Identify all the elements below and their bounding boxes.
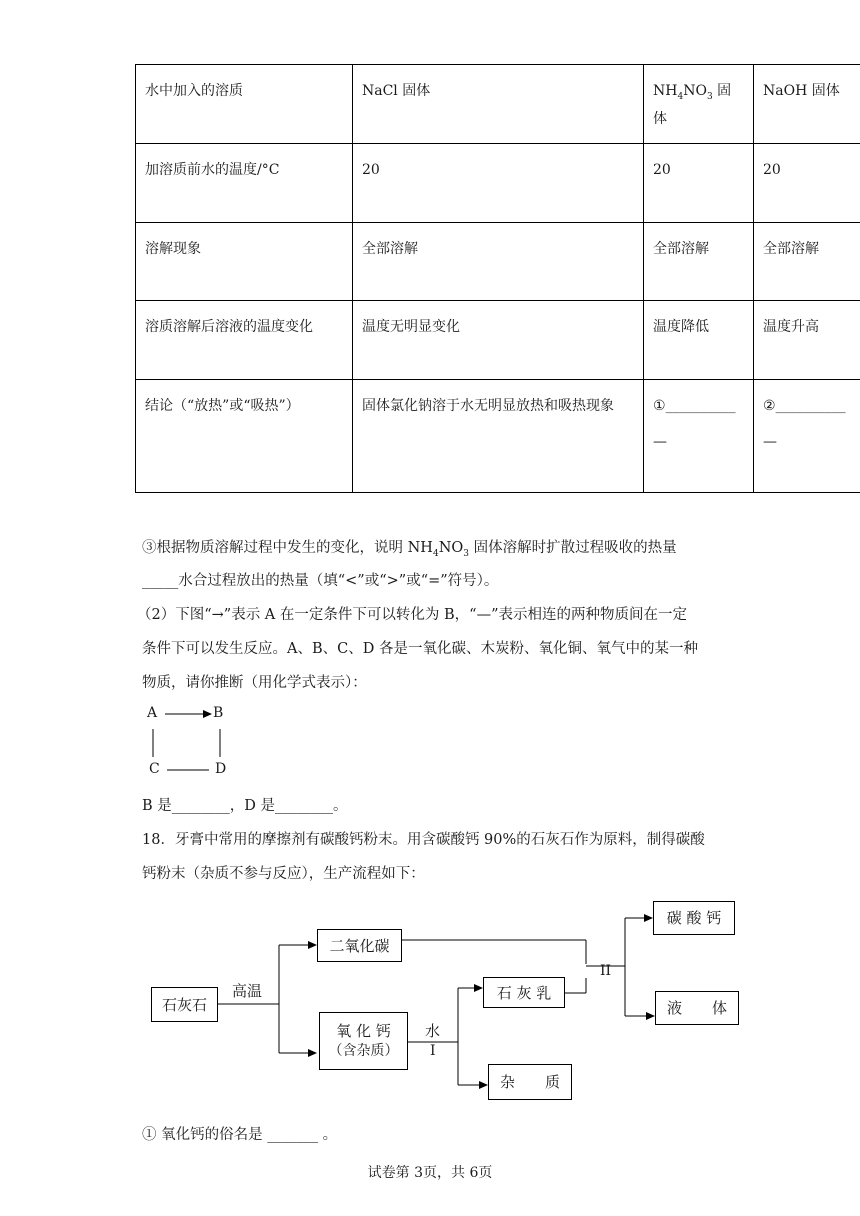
table-cell: 温度降低 <box>644 301 754 380</box>
answer-d-blank[interactable]: ________ <box>275 798 334 814</box>
table-row <box>136 380 860 493</box>
q3-line2: _____水合过程放出的热量（填“<”或“>”或“=”符号）。 <box>142 573 499 589</box>
q2-line3: 物质，请你推断（用化学式表示）： <box>142 675 367 691</box>
table-cell: 20 <box>754 144 860 223</box>
table-cell: NaOH 固体 <box>754 65 860 144</box>
q18-line1: 18．牙膏中常用的摩擦剂有碳酸钙粉末。用含碳酸钙 90%的石灰石作为原料，制得碳酸 <box>142 832 705 848</box>
table-cell: 20 <box>353 144 644 223</box>
table-cell: 温度无明显变化 <box>353 301 644 380</box>
lime-milk-box: 石 灰 乳 <box>483 977 565 1008</box>
label-b: B <box>213 705 224 721</box>
q18-line2: 钙粉末（杂质不参与反应），生产流程如下： <box>142 866 425 882</box>
abcd-diagram <box>143 703 243 781</box>
liquid-box: 液 体 <box>655 991 739 1025</box>
label-c: C <box>149 761 160 777</box>
table-cell: NaCl 固体 <box>353 65 644 144</box>
table-cell: 全部溶解 <box>644 223 754 301</box>
table-cell: 20 <box>644 144 754 223</box>
label-a: A <box>147 705 158 721</box>
answer-b-blank[interactable]: ________ <box>171 798 230 814</box>
q3-line1: ③根据物质溶解过程中发生的变化，说明 $NH_4NO_3$ 固体溶解时扩散过程吸收的热量 <box>142 540 677 559</box>
table-row <box>136 144 860 223</box>
table-cell: $NH_4NO_3$ 固体 <box>644 65 754 144</box>
q2-line2: 条件下可以发生反应。A、B、C、D 各是一氧化碳、木炭粉、氧化铜、氧气中的某一种 <box>142 641 698 657</box>
label-d: D <box>215 761 227 777</box>
experiment-table-container <box>135 64 860 494</box>
table-cell: 水中加入的溶质 <box>136 65 353 144</box>
answer-cell-1[interactable]: ①__________ — <box>644 380 754 493</box>
q3-answer-blank[interactable]: _____ <box>142 573 179 589</box>
abcd-lines <box>143 703 243 781</box>
table-cell: 溶解现象 <box>136 223 353 301</box>
cao-box: 氧 化 钙 （含杂质） <box>319 1012 408 1070</box>
table-cell: 溶质溶解后溶液的温度变化 <box>136 301 353 380</box>
answer-cell-2[interactable]: ②__________ — <box>754 380 860 493</box>
q2-answer-line: B 是________，D 是________。 <box>142 798 348 814</box>
table-cell: 结论（“放热”或“吸热”） <box>136 380 353 493</box>
table-cell: 加溶质前水的温度/°C <box>136 144 353 223</box>
table-cell: 固体氯化钠溶于水无明显放热和吸热现象 <box>353 380 644 493</box>
experiment-table <box>135 64 860 493</box>
high-temp-label: 高温 <box>232 982 263 1000</box>
table-row <box>136 223 860 301</box>
q18-1-line: ① 氧化钙的俗名是 _______ 。 <box>142 1127 338 1143</box>
limestone-box: 石灰石 <box>151 987 218 1022</box>
co2-box: 二氧化碳 <box>317 929 402 962</box>
caco3-box: 碳 酸 钙 <box>653 901 735 935</box>
table-row <box>136 301 860 380</box>
step-ii-label: II <box>600 963 612 979</box>
step-i-label: I <box>430 1043 436 1059</box>
table-cell: 温度升高 <box>754 301 860 380</box>
page-footer: 试卷第 3页，共 6页 <box>367 1165 493 1181</box>
table-cell: 全部溶解 <box>754 223 860 301</box>
table-cell: 全部溶解 <box>353 223 644 301</box>
q2-line1: （2）下图“→”表示 A 在一定条件下可以转化为 B，“—”表示相连的两种物质间在一定 <box>137 607 687 623</box>
water-label: 水 <box>425 1022 441 1040</box>
impurity-box: 杂 质 <box>488 1064 572 1100</box>
table-row <box>136 65 860 144</box>
q18-1-blank[interactable]: _______ <box>267 1127 318 1143</box>
